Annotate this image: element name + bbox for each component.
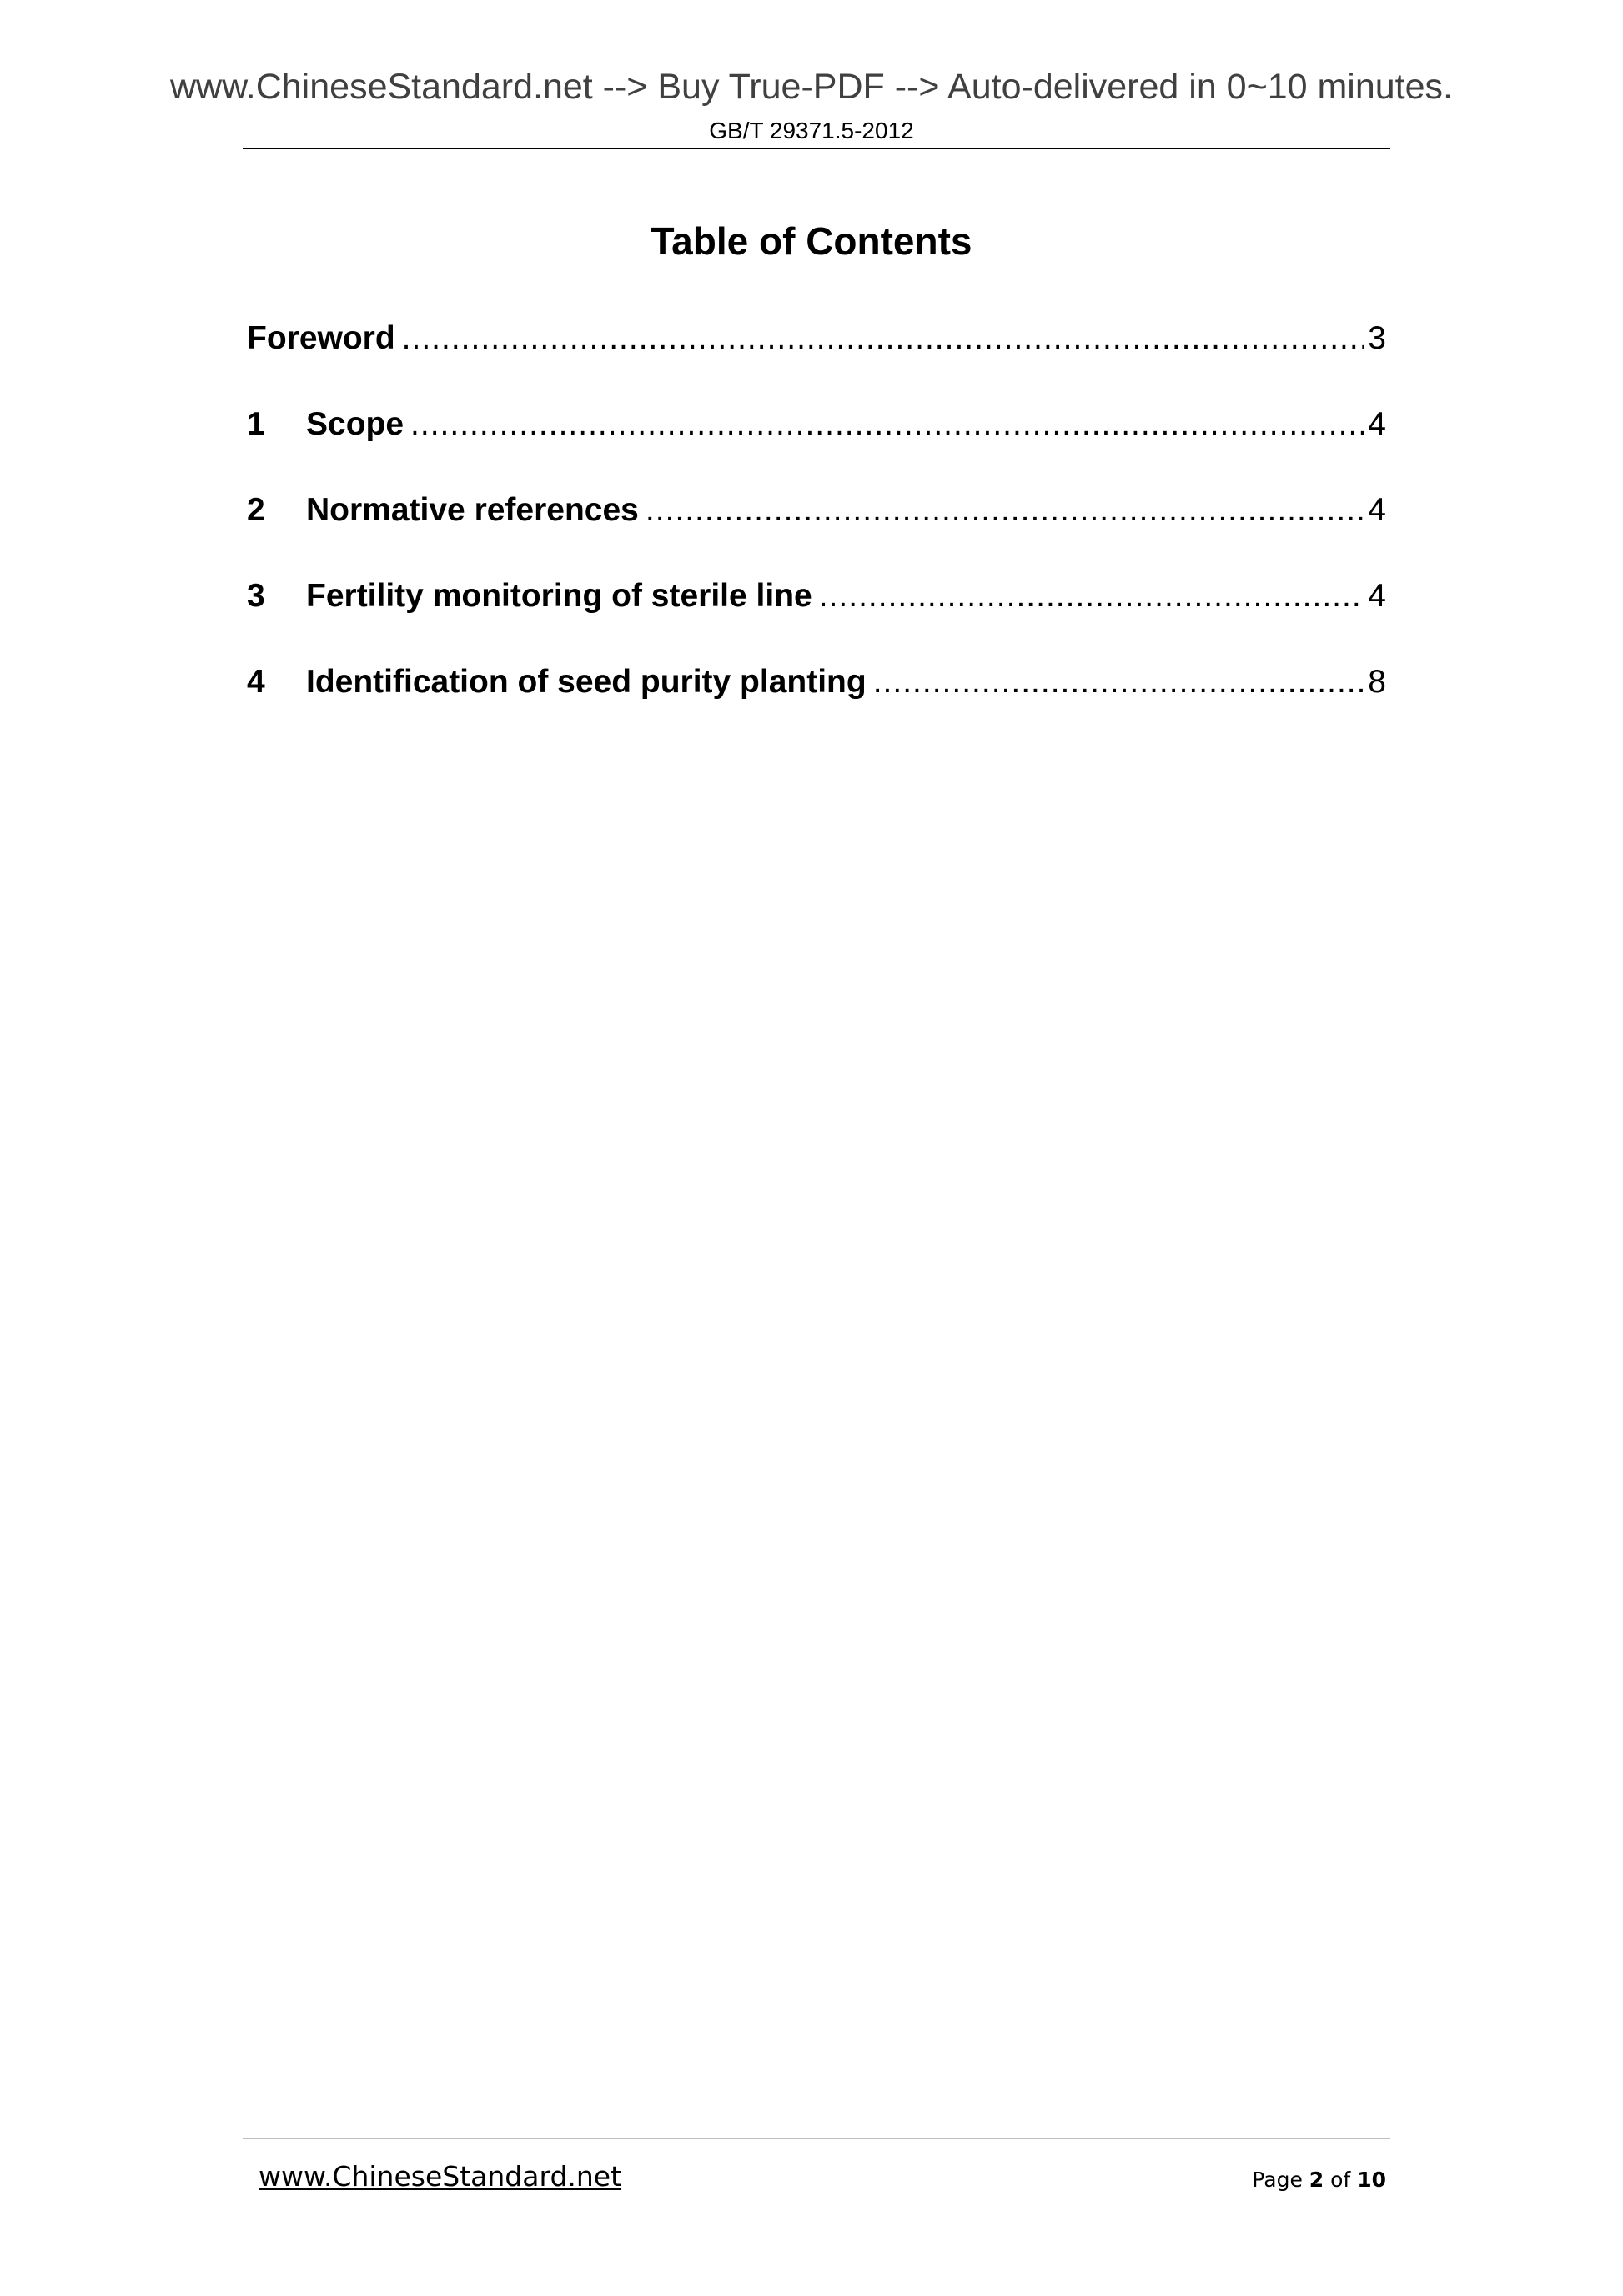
toc-entry-page: 4 [1368,492,1386,528]
toc-dot-leader [873,659,1365,706]
toc-entry-number: 2 [247,492,265,528]
footer-site-link[interactable]: www.ChineseStandard.net [259,2160,622,2193]
toc-entry-number: 3 [247,578,265,614]
toc-dot-leader [819,573,1365,620]
header-divider [243,148,1390,149]
toc-entry-foreword[interactable] [247,315,1386,401]
page-current: 2 [1309,2168,1324,2192]
toc-dot-leader [402,315,1365,362]
toc-entry-number: 1 [247,406,265,442]
page-title: Table of Contents [651,219,972,263]
toc-entry-label: Foreword [247,320,395,356]
toc-entry-page: 4 [1368,406,1386,442]
toc-entry-page: 4 [1368,578,1386,614]
toc-entry-label: Scope [306,406,404,442]
toc-dot-leader [646,487,1364,534]
toc-entry-number: 4 [247,664,265,700]
toc-entry-label: Identification of seed purity planting [306,664,867,700]
document-code: GB/T 29371.5-2012 [709,118,914,143]
toc-entry-scope[interactable] [247,401,1386,487]
toc-entry-fertility-monitoring[interactable] [247,573,1386,659]
page-of: of [1330,2168,1351,2192]
footer-divider [243,2138,1390,2139]
toc-entry-page: 8 [1368,664,1386,700]
page-total: 10 [1357,2168,1386,2192]
toc-entry-page: 3 [1368,320,1386,356]
toc-entry-normative-references[interactable] [247,487,1386,573]
watermark-banner: www.ChineseStandard.net --> Buy True-PDF --> Auto-delivered in 0~10 minutes. [169,67,1453,107]
toc-entry-label: Normative references [306,492,639,528]
toc-dot-leader [410,401,1364,448]
toc-entry-seed-purity[interactable] [247,659,1386,745]
table-of-contents [247,315,1386,745]
toc-entry-label: Fertility monitoring of sterile line [306,578,812,614]
page-number [1252,2166,1386,2194]
page-prefix: Page [1252,2168,1303,2192]
